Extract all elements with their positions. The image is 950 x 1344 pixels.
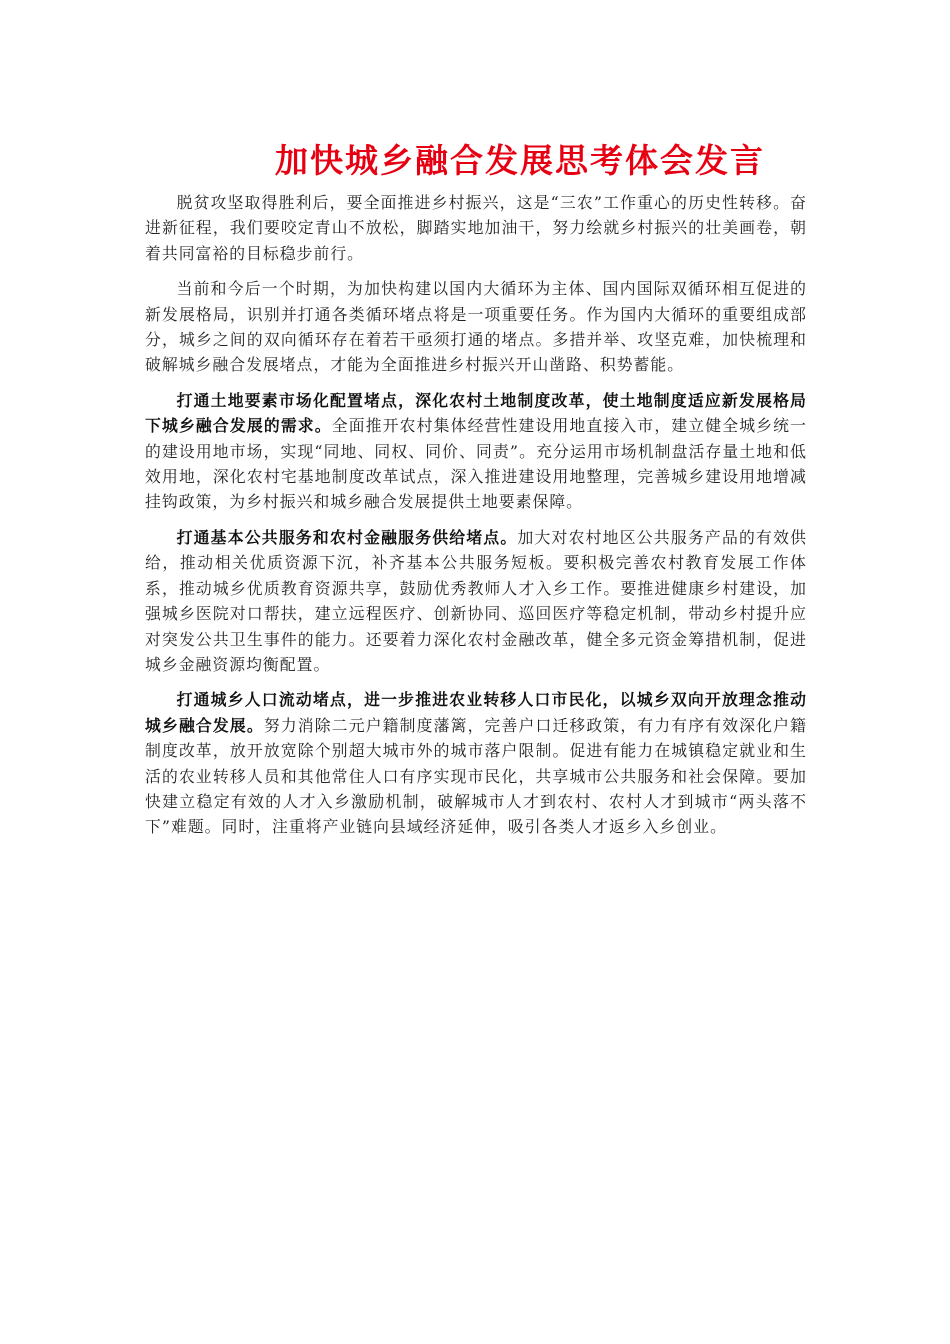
paragraph-5 [145,687,807,839]
paragraph-lead: 打通基本公共服务和农村金融服务供给堵点。 [176,527,518,547]
paragraph-lead: 打通土地要素市场化配置堵点，深化农村土地制度改革，使土地制度适应新发展格局下城乡融合发展的需求。 [145,390,807,436]
paragraph-3 [145,388,807,515]
paragraph-text: 努力消除二元户籍制度藩篱，完善户口迁移政策，有力有序有效深化户籍制度改革，放开放宽除个别超大城市外的城市落户限制。促进有能力在城镇稳定就业和生活的农业转移人员和其他常住人口有序实现市民化，共享城市公共服务和社会保障。要加快建立稳定有效的人才入乡激励机制，破解城市人才到农村、农村人才到城市“两头落不下”难题。同时，注重将产业链向县域经济延伸，吸引各类人才返乡入乡创业。 [145,715,807,837]
paragraph-lead: 打通城乡人口流动堵点，进一步推进农业转移人口市民化，以城乡双向开放理念推动城乡融合发展。 [145,690,807,735]
paragraph-text: 加大对农村地区公共服务产品的有效供给，推动相关优质资源下沉，补齐基本公共服务短板。要积极完善农村教育发展工作体系，推动城乡优质教育资源共享，鼓励优秀教师人才入乡工作。要推进健康乡村建设，加强城乡医院对口帮扶，建立远程医疗、创新协同、巡回医疗等稳定机制，带动乡村提升应对突发公共卫生事件的能力。还要着力深化农村金融改革，健全多元资金筹措机制，促进城乡金融资源均衡配置。 [145,527,807,674]
document-title: 加快城乡融合发展思考体会发言 [275,141,765,180]
paragraph-2 [145,276,807,378]
document-body [145,190,807,850]
paragraph-text: 当前和今后一个时期，为加快构建以国内大循环为主体、国内国际双循环相互促进的新发展格局，识别并打通各类循环堵点将是一项重要任务。作为国内大循环的重要组成部分，城乡之间的双向循环存在着若干亟须打通的堵点。多措并举、攻坚克难，加快梳理和破解城乡融合发展堵点，才能为全面推进乡村振兴开山凿路、积势蓄能。 [145,279,807,375]
paragraph-text: 脱贫攻坚取得胜利后，要全面推进乡村振兴，这是“三农”工作重心的历史性转移。奋进新征程，我们要咬定青山不放松，脚踏实地加油干，努力绘就乡村振兴的壮美画卷，朝着共同富裕的目标稳步前行。 [145,193,807,263]
paragraph-text: 全面推开农村集体经营性建设用地直接入市，建立健全城乡统一的建设用地市场，实现“同地、同权、同价、同责”。充分运用市场机制盘活存量土地和低效用地，深化农村宅基地制度改革试点，深入推进建设用地整理，完善城乡建设用地增减挂钩政策，为乡村振兴和城乡融合发展提供土地要素保障。 [145,416,807,512]
paragraph-4 [145,525,807,677]
paragraph-1 [145,190,807,266]
